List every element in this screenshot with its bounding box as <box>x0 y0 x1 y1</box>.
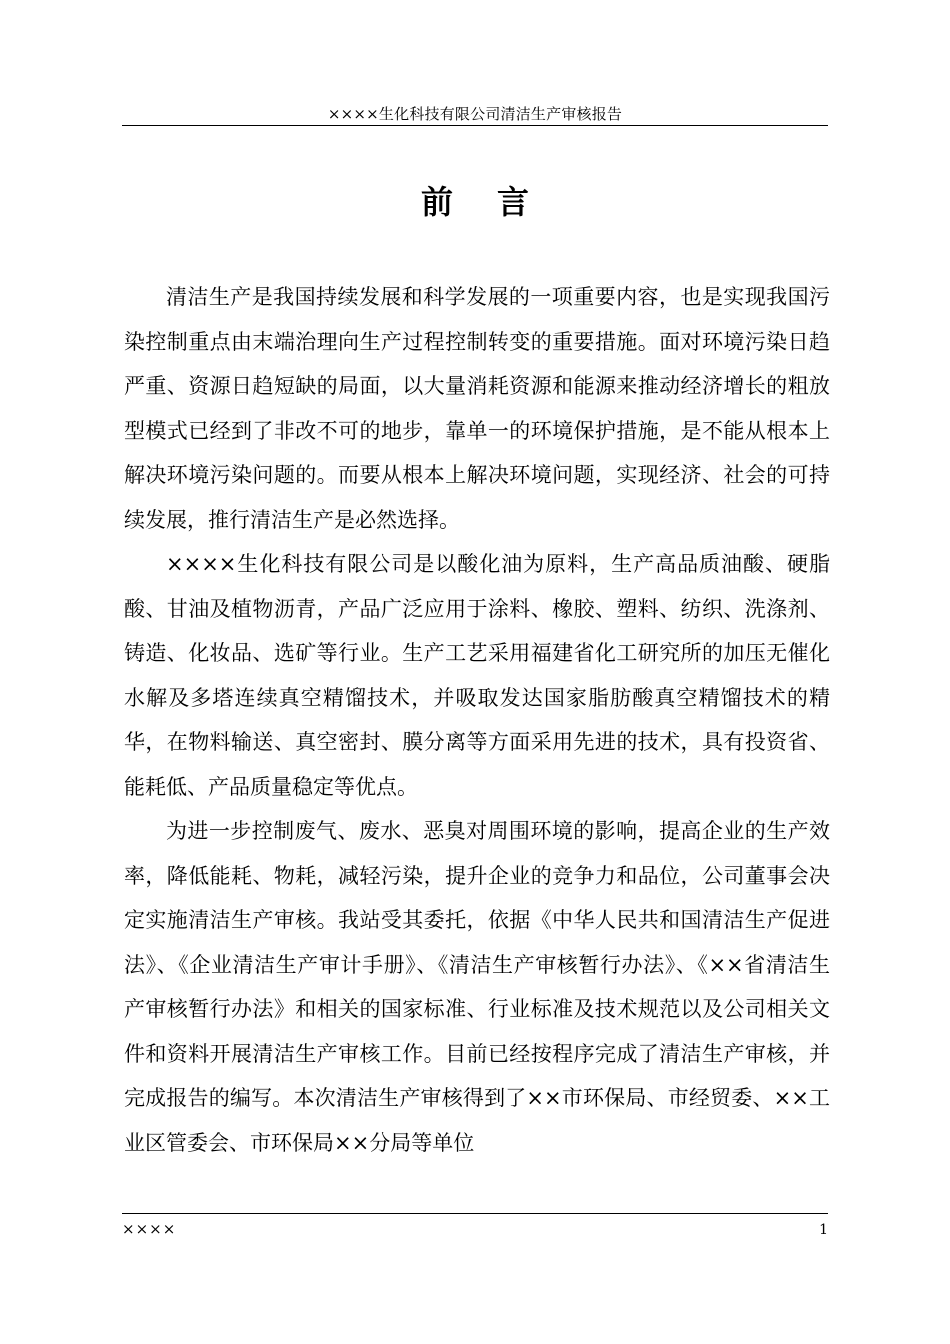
running-header-title: ××××生化科技有限公司清洁生产审核报告 <box>327 105 623 123</box>
paragraph-2: ××××生化科技有限公司是以酸化油为原料，生产高品质油酸、硬脂酸、甘油及植物沥青，产品广泛应用于涂料、橡胶、塑料、纺织、洗涤剂、铸造、化妆品、选矿等行业。生产工艺采用福建省化工研究所的加压无催化水解及多塔连续真空精馏技术，并吸取发达国家脂肪酸真空精馏技术的精华，在物料输送、真空密封、膜分离等方面采用先进的技术，具有投资省、能耗低、产品质量稳定等优点。 <box>124 552 830 799</box>
header-divider <box>122 125 828 126</box>
footer-left-text: ×××× <box>122 1220 177 1238</box>
page-title: 前言 <box>420 183 573 221</box>
paragraph-1: 清洁生产是我国持续发展和科学发展的一项重要内容，也是实现我国污染控制重点由末端治理向生产过程控制转变的重要措施。面对环境污染日趋严重、资源日趋短缺的局面，以大量消耗资源和能源来推动经济增长的粗放型模式已经到了非改不可的地步，靠单一的环境保护措施，是不能从根本上解决环境污染问题的。而要从根本上解决环境问题，实现经济、社会的可持续发展，推行清洁生产是必然选择。 <box>124 285 830 532</box>
page-number: 1 <box>819 1222 828 1238</box>
paragraph-3: 为进一步控制废气、废水、恶臭对周围环境的影响，提高企业的生产效率，降低能耗、物耗，减轻污染，提升企业的竞争力和品位，公司董事会决定实施清洁生产审核。我站受其委托，依据《中华人民共和国清洁生产促进法》、《企业清洁生产审计手册》、《清洁生产审核暂行办法》、《××省清洁生产审核暂行办法》和相关的国家标准、行业标准及技术规范以及公司相关文件和资料开展清洁生产审核工作。目前已经按程序完成了清洁生产审核，并完成报告的编写。本次清洁生产审核得到了××市环保局、市经贸委、××工业区管委会、市环保局××分局等单位 <box>124 819 830 1155</box>
footer-divider <box>122 1213 828 1214</box>
body-text <box>124 275 830 1165</box>
